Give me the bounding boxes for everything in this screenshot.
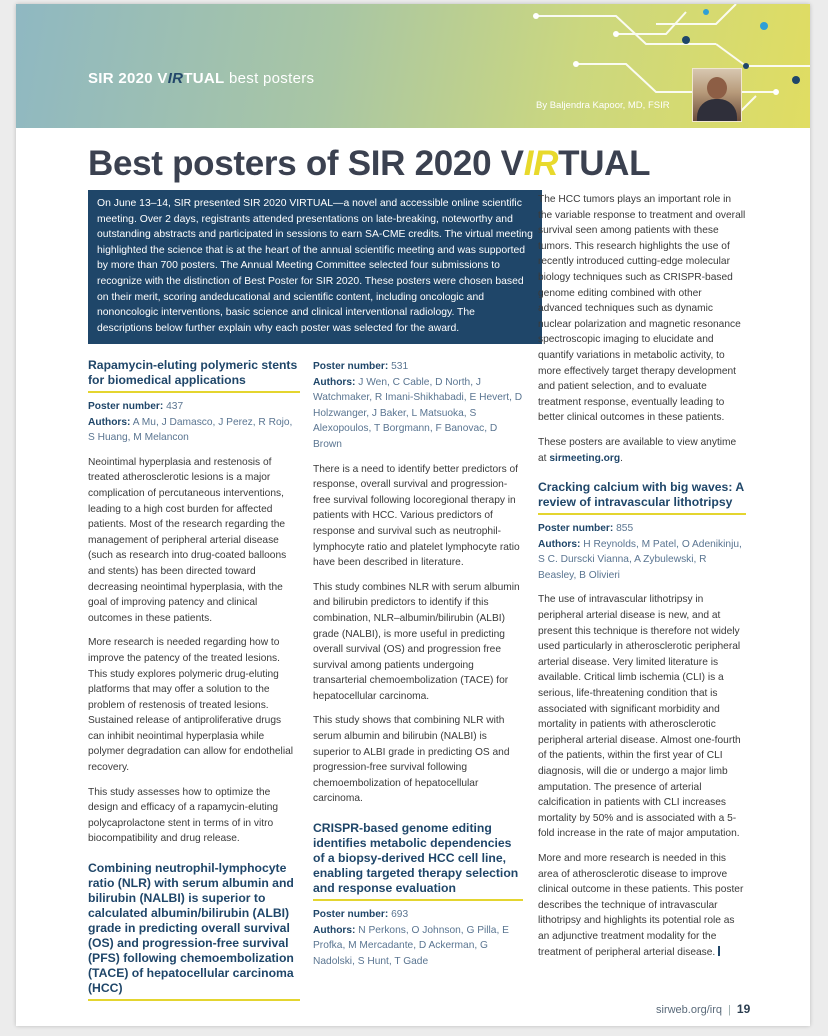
poster-1-paragraph: More research is needed regarding how to improve the patency of the treated lesions. This study explores polymeric drug-eluting platforms that may offer a solution to the problem of restenosis of treated lesions. Sustained release of antiproliferative drugs can inhibit neointimal hyperplasia while polymer degradation can allow for endothelial recovery. (88, 637, 294, 774)
circuit-decoration (16, 4, 810, 128)
availability-note: These posters are available to view anytime at sirmeeting.org. (538, 436, 737, 464)
magazine-page (16, 4, 810, 1026)
page-title: Best posters of SIR 2020 VIRTUAL (88, 144, 651, 183)
column-3 (538, 192, 746, 969)
poster-3-heading: CRISPR-based genome editing identifies metabolic dependencies of a biopsy-derived HCC cell line, enabling targeted therapy selection and response evaluation (313, 821, 523, 901)
page-number: 19 (736, 1002, 751, 1016)
footer-url[interactable]: sirweb.org/irq (656, 1004, 723, 1016)
byline: By Baljendra Kapoor, MD, FSIR (536, 100, 670, 111)
poster-2-paragraph: This study combines NLR with serum albumin and bilirubin predictors to identify if this combination, NLR–albumin/bilirubin (ALBI) grade (NALBI), is more useful in predicting overall survival (OS) and progression free survival among patients undergoing transarterial chemoembolization (TACE) for hepatocellular carcinoma. (313, 581, 520, 702)
poster-3-meta: Poster number: 693 Authors: N Perkons, O Johnson, G Pilla, E Profka, M Mercadante, D Ackerman, G Nadolski, S Hunt, T Gade (313, 909, 509, 967)
poster-2-heading: Combining neutrophil-lymphocyte ratio (NLR) with serum albumin and bilirubin (NALBI) is superior to calculated albumin/bilirubin (ALBI) grade in predicting overall survival (OS) and progression-free survival (PFS) following chemoembolization (TACE) of hepatocellular carcinoma (HCC) (88, 861, 300, 1001)
column-1 (88, 358, 300, 1007)
poster-1-paragraph: Neointimal hyperplasia and restenosis of treated atherosclerotic lesions is a major complication of percutaneous interventions, leading to a high cost burden for affected patients. Most of the research regarding the management of peripheral arterial disease (such as research into drug-coated balloons and stents) has been directed toward decreasing neointimal hyperplasia, with the goal of improving patency and clinical outcomes in these patients. (88, 456, 287, 624)
column-2 (313, 359, 523, 978)
poster-2-paragraph: This study shows that combining NLR with serum albumin and bilirubin (NALBI) is superior to ALBI grade in predicting OS and progression-free survival following chemoembolization of hepatocellular carcinoma. (313, 715, 510, 805)
intro-box: On June 13–14, SIR presented SIR 2020 VIRTUAL—a novel and accessible online scientific meeting. Over 2 days, registrants attended presentations on late-breaking, noteworthy and outstanding abstracts and participated in sessions to earn SA-CME credits. The virtual meeting highlighted the science that is at the heart of the annual scientific meeting and was supported by more than 700 posters. The Annual Meeting Committee selected four submissions to recognize with the distinction of Best Poster for SIR 2020. These posters were chosen based on their merit, scoring andeducational and scientific content, including oncologic and nononcologic interventions, basic science and clinical interventional radiology. The descriptions below further explain why each poster was selected for the award. (88, 190, 542, 344)
poster-2-meta: Poster number: 531 Authors: J Wen, C Cable, D North, J Watchmaker, R Imani-Shikhabadi, E Hevert, D Holzwanger, J Baker, L Matsuoka, S Alexopoulos, T Borgmann, F Banovac, D Brown (313, 361, 523, 450)
header-banner (16, 4, 810, 128)
poster-1-paragraph: This study assesses how to optimize the design and efficacy of a rapamycin-eluting polycaprolactone stent in terms of in vitro biocompatibility and drug release. (88, 786, 279, 845)
end-mark (718, 946, 720, 956)
poster-4-paragraph: The use of intravascular lithotripsy in peripheral arterial disease is new, and at present this technique is therefore not widely used particularly in atherosclerotic peripheral arterial disease. Very limited literature is available. Critical limb ischemia (CLI) is a serious, life-threatening condition that is associated with significant morbidity and mortality in patients with atherosclerotic peripheral arterial disease. Almost one-fourth of the patients, within the first year of CLI diagnosis, will die or undergo a major limb amputation. The presence of arterial calcification in patients with CLI increases mortality by 50% and is associated with a 5-fold increase in the rate of major amputation. (538, 594, 741, 840)
page-footer: sirweb.org/irq | 19 (656, 1002, 751, 1016)
poster-1-heading: Rapamycin-eluting polymeric stents for biomedical applications (88, 358, 300, 393)
poster-2-paragraph: There is a need to identify better predictors of response, overall survival and progression-free survival following locoregional therapy in patients with HCC. Various predictors of response and survival such as neutrophil-lymphocyte ratio and platelet lymphocyte ratio have been described in literature. (313, 463, 520, 569)
section-label: SIR 2020 VIRTUAL best posters (88, 70, 315, 87)
poster-3-paragraph: The HCC tumors plays an important role in the variable response to treatment and overall survival seen among patients with these tumors. This research highlights the use of recently introduced cutting-edge molecular biology techniques such as CRISPR-based genome editing combined with other advanced techniques such as dynamic nuclear polarization and magnetic resonance spectroscopic imaging to elucidate and quantify variations in metabolic activity, to more effectively target therapy development and patient selection, and to evaluate treatment response, eventually leading to better clinical outcomes in these patients. (538, 194, 746, 424)
author-photo (692, 68, 742, 122)
sirmeeting-link[interactable]: sirmeeting.org (549, 452, 621, 464)
poster-4-meta: Poster number: 855 Authors: H Reynolds, M Patel, O Adenikinju, S C. Durscki Vianna, A Zybulewski, R Beasley, B Olivieri (538, 523, 742, 581)
poster-1-meta: Poster number: 437 Authors: A Mu, J Damasco, J Perez, R Rojo, S Huang, M Melancon (88, 401, 293, 444)
poster-4-heading: Cracking calcium with big waves: A review of intravascular lithotripsy (538, 480, 746, 515)
poster-4-paragraph: More and more research is needed in this area of atherosclerotic disease to improve clinical outcome in these patients. This poster describes the technique of intravascular lithotripsy and highlights its potential role as an adjunctive treatment modality for the treatment of peripheral arterial disease. (538, 852, 744, 958)
